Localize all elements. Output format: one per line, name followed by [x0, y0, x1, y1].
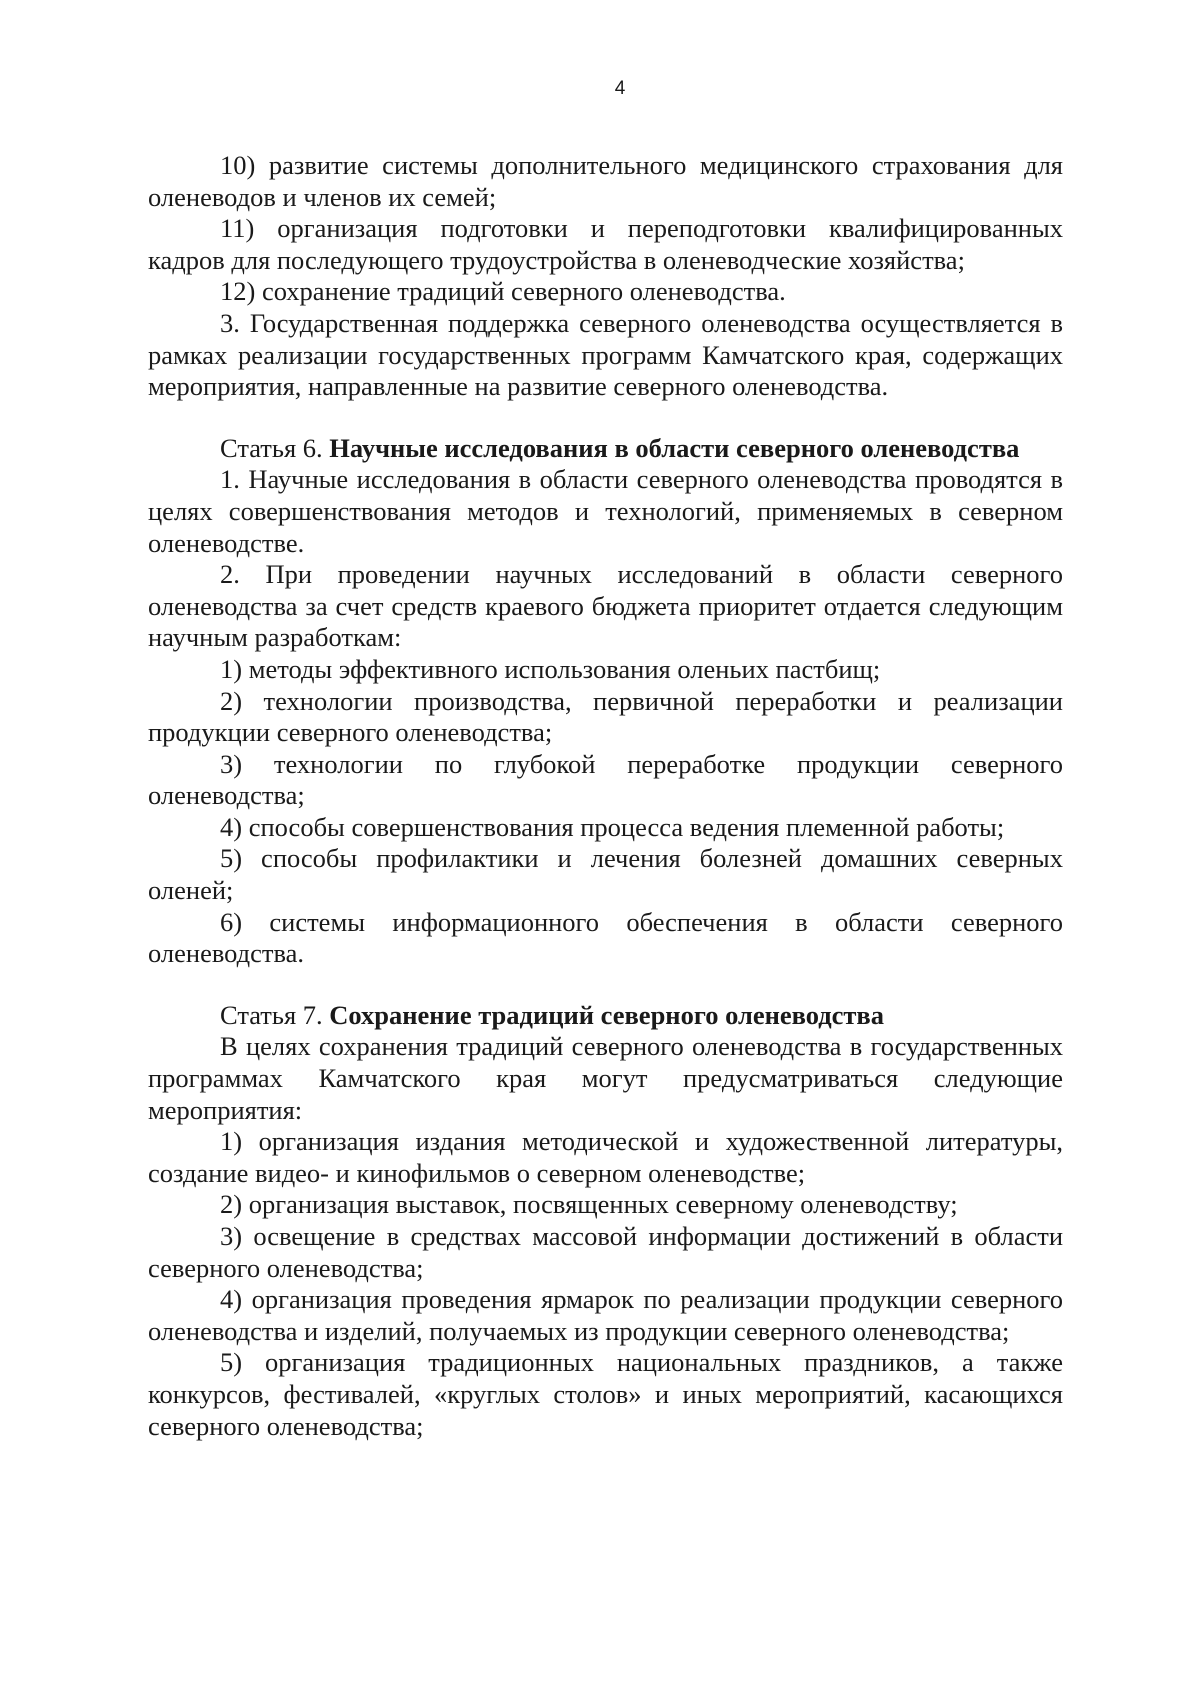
list-item: 3) технологии по глубокой переработке продукции северного оленеводства; [148, 748, 1063, 811]
article-6-label: Статья 6. [220, 432, 323, 463]
list-item: 5) способы профилактики и лечения болезней домашних северных оленей; [148, 843, 1063, 906]
article-6-heading [148, 433, 1063, 465]
list-item: 4) организация проведения ярмарок по реализации продукции северного оленеводства и изделий, получаемых из продукции северного оленеводства; [148, 1284, 1063, 1346]
section-gap [148, 403, 1063, 433]
paragraph: 1. Научные исследования в области северного оленеводства проводятся в целях совершенствования методов и технологий, применяемых в северном оленеводстве. [148, 464, 1063, 558]
list-item: 6) системы информационного обеспечения в области северного оленеводства. [148, 906, 1063, 969]
list-item: 4) способы совершенствования процесса ведения племенной работы; [220, 811, 1005, 842]
list-item: 10) развитие системы дополнительного медицинского страхования для оленеводов и членов их семей; [148, 150, 1063, 212]
list-item: 1) организация издания методической и художественной литературы, создание видео- и кинофильмов о северном оленеводстве; [148, 1126, 1063, 1188]
list-item: 1) методы эффективного использования оленьих пастбищ; [220, 653, 881, 684]
paragraph: 2. При проведении научных исследований в области северного оленеводства за счет средств краевого бюджета приоритет отдается следующим научным разработкам: [148, 559, 1063, 653]
list-item: 3) освещение в средствах массовой информации достижений в области северного оленеводства; [148, 1221, 1063, 1283]
article-7-title: Сохранение традиций северного оленеводства [329, 999, 884, 1030]
section-gap [148, 970, 1063, 1000]
list-item: 12) сохранение традиций северного оленеводства. [220, 276, 786, 307]
list-item: 2) организация выставок, посвященных северному оленеводству; [220, 1189, 958, 1220]
article-6-title: Научные исследования в области северного оленеводства [329, 432, 1020, 463]
page-number: 4 [614, 78, 626, 99]
paragraph: В целях сохранения традиций северного оленеводства в государственных программах Камчатского края могут предусматриваться следующие мероприятия: [148, 1031, 1063, 1125]
list-item: 2) технологии производства, первичной переработки и реализации продукции северного оленеводства; [148, 685, 1063, 748]
list-item: 11) организация подготовки и переподготовки квалифицированных кадров для последующего трудоустройства в оленеводческие хозяйства; [148, 213, 1063, 275]
article-7-heading [148, 1000, 1063, 1032]
document-body [148, 150, 1063, 1442]
list-item: 5) организация традиционных национальных праздников, а также конкурсов, фестивалей, «круглых столов» и иных мероприятий, касающихся северного оленеводства; [148, 1347, 1063, 1441]
paragraph: 3. Государственная поддержка северного оленеводства осуществляется в рамках реализации государственных программ Камчатского края, содержащих мероприятия, направленные на развитие северного оленеводства. [148, 307, 1063, 402]
article-7-label: Статья 7. [220, 999, 323, 1030]
